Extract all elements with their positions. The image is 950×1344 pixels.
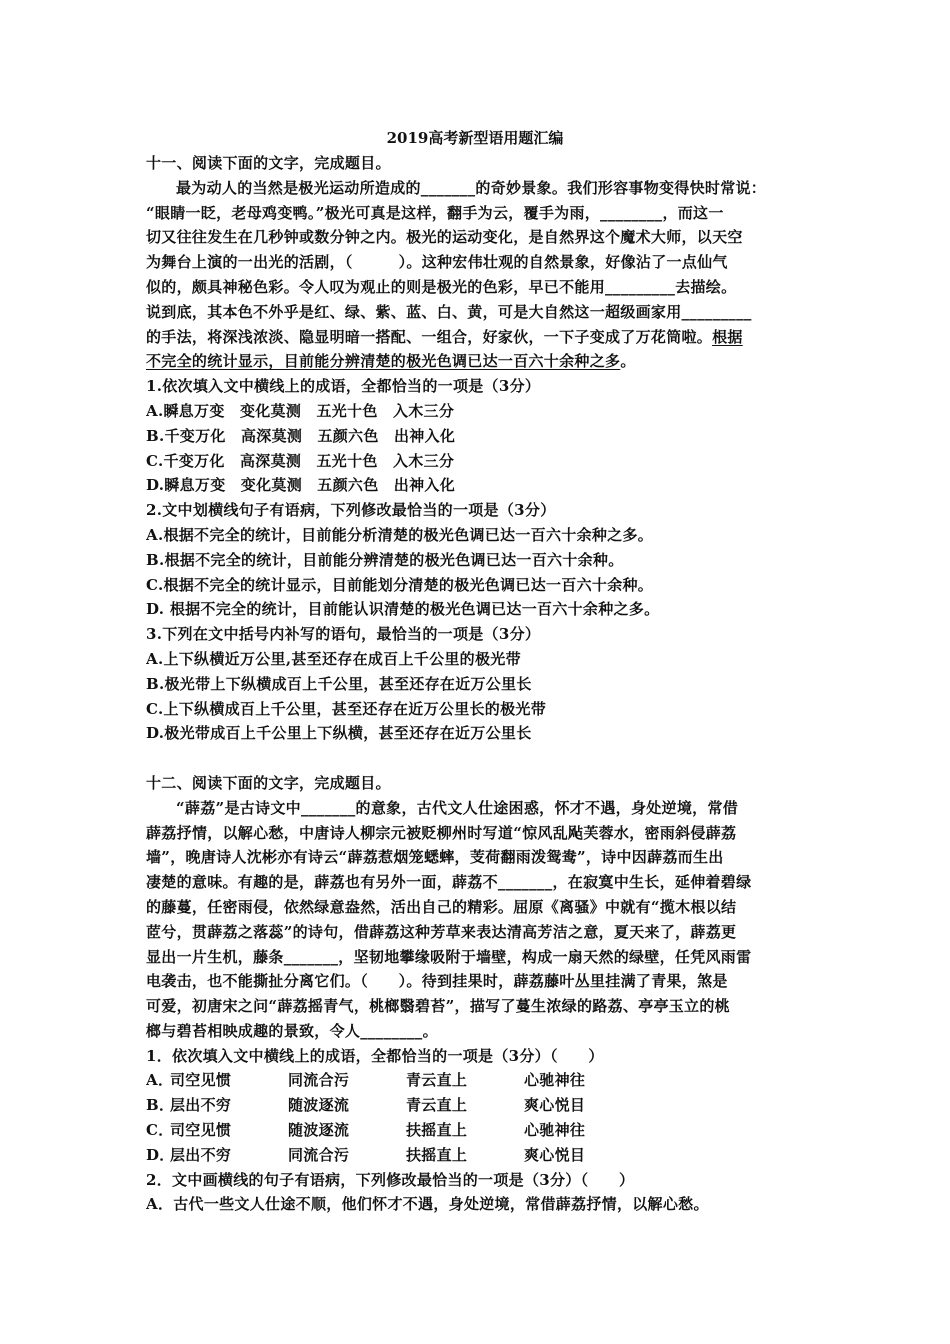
passage-line: 为舞台上演的一出光的活剧，（ ）。这种宏伟壮观的自然景象，好像沾了一点仙气 — [146, 253, 728, 272]
answer-option: B.极光带上下纵横成百上千公里，甚至还存在近万公里长 — [146, 674, 532, 693]
passage-line — [146, 325, 806, 350]
question-stem: 1.依次填入文中横线上的成语，全都恰当的一项是（3分） — [146, 377, 541, 396]
option-choice: 层出不穷 — [170, 1145, 232, 1164]
passage-line: 凄楚的意味。有趣的是，薜荔也有另外一面，薜荔不_______，在寂寞中生长，延伸着碧绿 — [146, 873, 752, 892]
answer-option: A．古代一些文人仕途不顺，他们怀才不遇，身处逆境，常借薜荔抒情，以解心愁。 — [146, 1195, 709, 1214]
question-stem: 2.文中划横线句子有语病，下列修改最恰当的一项是（3分） — [146, 501, 556, 520]
answer-option — [146, 1068, 806, 1093]
question-stem: 2．文中画横线的句子有语病，下列修改最恰当的一项是（3分）（ ） — [146, 1170, 635, 1189]
section-12-heading: 十二、阅读下面的文字，完成题目。 — [146, 773, 391, 792]
question-stem: 3.下列在文中括号内补写的语句，最恰当的一项是（3分） — [146, 625, 541, 644]
option-choice: 同流合污 — [288, 1071, 350, 1090]
answer-option — [146, 1118, 806, 1143]
section-11-heading: 十一、阅读下面的文字，完成题目。 — [146, 154, 391, 172]
answer-option: A.上下纵横近万公里,甚至还存在成百上千公里的极光带 — [146, 649, 521, 668]
passage-text: 。 — [620, 352, 636, 371]
option-choice: 同流合污 — [288, 1145, 350, 1164]
passage-line: 榔与碧苔相映成趣的景致，令人________。 — [146, 1021, 438, 1040]
passage-line — [146, 349, 806, 374]
option-choice: 层出不穷 — [170, 1096, 232, 1115]
option-choice: 司空见惯 — [170, 1121, 232, 1140]
option-choice: 扶摇直上 — [406, 1121, 468, 1140]
option-choice: 青云直上 — [406, 1096, 468, 1115]
option-letter: C． — [146, 1121, 174, 1140]
option-choice: 随波逐流 — [288, 1121, 350, 1140]
passage-line: 最为动人的当然是极光运动所造成的_______的奇妙景象。我们形容事物变得快时常说： — [176, 178, 767, 197]
passage-line: 的藤蔓，任密雨侵，依然绿意盎然，活出自己的精彩。屈原《离骚》中就有“揽木根以结 — [146, 897, 737, 916]
passage-line: 茝兮，贯薜荔之落蕊”的诗句，借薜荔这种芳草来表达清高芳洁之意，夏天来了，薜荔更 — [146, 922, 737, 941]
answer-option: B.千变万化 高深莫测 五颜六色 出神入化 — [146, 426, 456, 445]
passage-line: 说到底，其本色不外乎是红、绿、紫、蓝、白、黄，可是大自然这一超级画家用_________ — [146, 302, 752, 321]
passage-text: 的手法，将深浅浓淡、隐显明暗一搭配、一组合，好家伙，一下子变成了万花筒啦。 — [146, 327, 713, 346]
underlined-sentence: 不完全的统计显示，目前能分辨清楚的极光色调已达一百六十余种之多 — [146, 352, 621, 371]
section-gap — [146, 746, 806, 771]
answer-option — [146, 1143, 806, 1168]
passage-line: “薜荔”是古诗文中_______的意象，古代文人仕途困惑，怀才不遇，身处逆境，常借 — [176, 798, 739, 817]
passage-line: 薜荔抒情，以解心愁，中唐诗人柳宗元被贬柳州时写道“惊风乱飐芙蓉水，密雨斜侵薜荔 — [146, 823, 737, 842]
option-letter: B． — [146, 1096, 175, 1115]
option-choice: 心驰神往 — [524, 1121, 586, 1140]
option-letter: D． — [146, 1145, 175, 1164]
question-stem: 1．依次填入文中横线上的成语，全都恰当的一项是（3分）（ ） — [146, 1046, 604, 1065]
document-body — [146, 151, 806, 1217]
answer-option — [146, 1093, 806, 1118]
answer-option: C.根据不完全的统计显示，目前能划分清楚的极光色调已达一百六十余种。 — [146, 575, 654, 594]
option-choice: 随波逐流 — [288, 1096, 350, 1115]
passage-line: 电袭击，也不能撕扯分离它们。（ ）。待到挂果时，薜荔藤叶丛里挂满了青果，煞是 — [146, 972, 728, 991]
answer-option: A.瞬息万变 变化莫测 五光十色 入木三分 — [146, 401, 455, 420]
passage-line: 似的，颇具神秘色彩。令人叹为观止的则是极光的色彩，早已不能用_________去描绘。 — [146, 277, 737, 296]
document-title: 2019高考新型语用题汇编 — [386, 129, 564, 147]
passage-line: 墙”，晚唐诗人沈彬亦有诗云“薜荔惹烟笼蟋蟀，芰荷翻雨泼鸳鸯”，诗中因薜荔而生出 — [146, 848, 724, 867]
passage-line: 显出一片生机，藤条_______，坚韧地攀缘吸附于墙壁，构成一扇天然的绿壁，任凭风雨雷 — [146, 947, 752, 966]
answer-option: D. 根据不完全的统计，目前能认识清楚的极光色调已达一百六十余种之多。 — [146, 600, 660, 619]
answer-option: C.千变万化 高深莫测 五光十色 入木三分 — [146, 451, 455, 470]
option-letter: A． — [146, 1071, 174, 1090]
answer-option: C.上下纵横成百上千公里，甚至还存在近万公里长的极光带 — [146, 699, 546, 718]
underlined-sentence-start: 根据 — [712, 327, 743, 346]
option-choice: 扶摇直上 — [406, 1145, 468, 1164]
option-choice: 爽心悦目 — [524, 1096, 586, 1115]
answer-option: D.瞬息万变 变化莫测 五颜六色 出神入化 — [146, 476, 455, 495]
option-choice: 青云直上 — [406, 1071, 468, 1090]
answer-option: B.根据不完全的统计，目前能分辨清楚的极光色调已达一百六十余种。 — [146, 550, 624, 569]
answer-option: D.极光带成百上千公里上下纵横，甚至还存在近万公里长 — [146, 724, 532, 743]
option-choice: 爽心悦目 — [524, 1145, 586, 1164]
answer-option: A.根据不完全的统计，目前能分析清楚的极光色调已达一百六十余种之多。 — [146, 525, 654, 544]
passage-line: 切又往往发生在几秒钟或数分钟之内。极光的运动变化，是自然界这个魔术大师，以天空 — [146, 228, 743, 247]
passage-line: “眼睛一眨，老母鸡变鸭。”极光可真是这样，翻手为云，覆手为雨，________，而这一 — [146, 203, 724, 222]
option-choice: 心驰神往 — [524, 1071, 586, 1090]
passage-line: 可爱，初唐宋之问“薜荔摇青气，桃榔翳碧苔”，描写了蔓生浓绿的路荔、亭亭玉立的桃 — [146, 997, 730, 1016]
option-choice: 司空见惯 — [170, 1071, 232, 1090]
